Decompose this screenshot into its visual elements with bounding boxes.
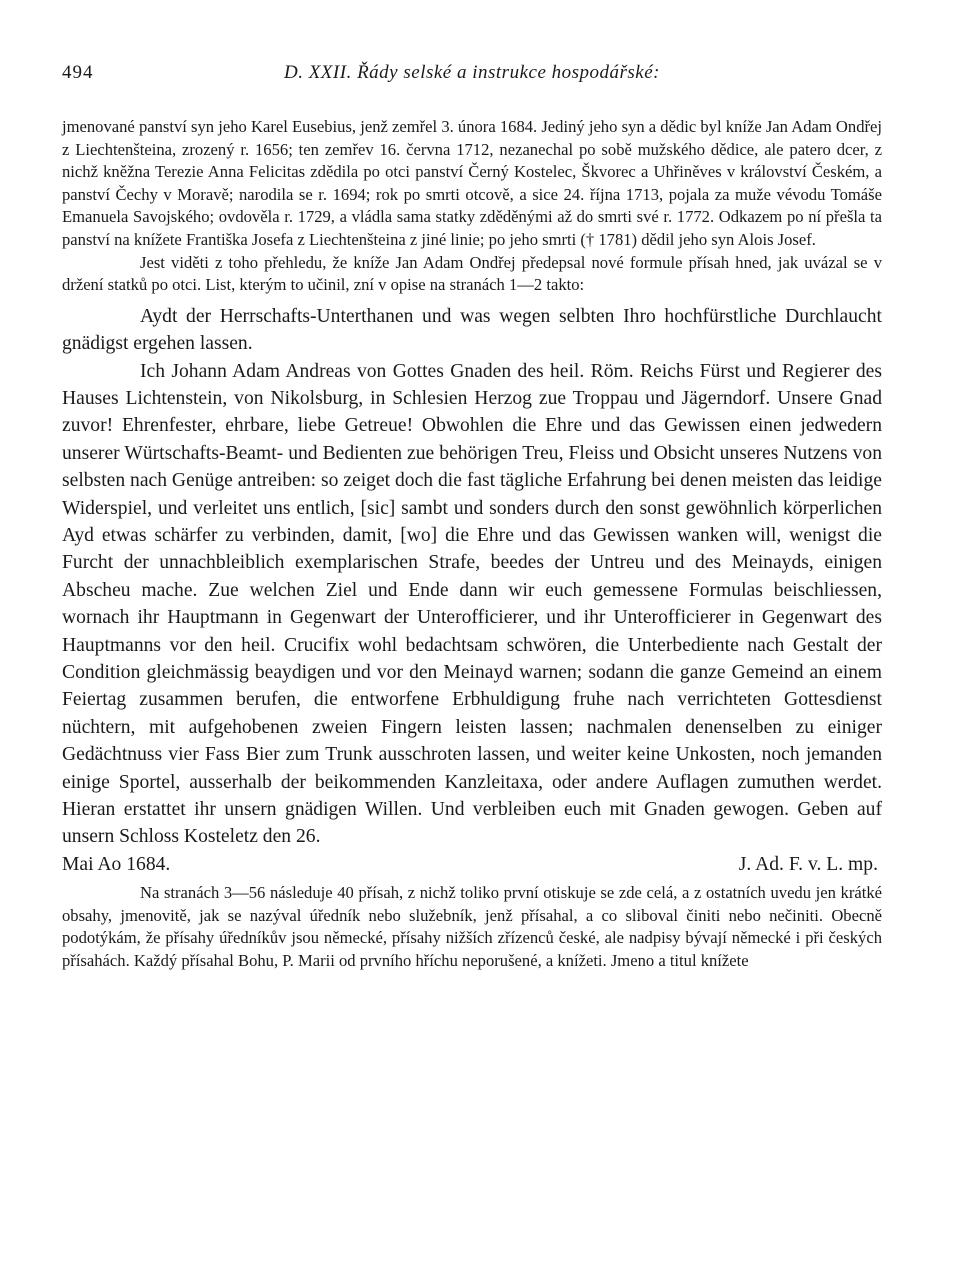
intro-paragraph: jmenované panství syn jeho Karel Eusebius, jenž zemřel 3. února 1684. Jediný jeho syn a dědic byl kníže Jan Adam Ondřej z Liechtenšteina, zrozený r. 1656; ten zemřev 16. června 1712, nezanechal po sobě mužského dědice, ale patero dcer, z nichž kněžna Terezie Anna Felicitas zdědila po otci panství Černý Kostelec, Škvorec a Uhřiněves v království Českém, a panství Čechy v Moravě; narodila se r. 1694; rok po smrti otcově, a sice 24. října 1713, pojala za muže vévodu Tomáše Emanuela Savojského; ovdověla r. 1729, a vládla sama statky zděděnými až do smrti své r. 1772. Odkazem po ní přešla ta panství na knížete Františka Josefa z Liechtenšteina z jiné linie; po jeho smrti († 1781) dědil jeho syn Alois Josef. (62, 117, 882, 249)
running-title: D. XXII. Řády selské a instrukce hospodářské: (283, 62, 660, 83)
page-number: 494 (62, 62, 94, 83)
letter-body-paragraph: Ich Johann Adam Andreas von Gottes Gnaden des heil. Röm. Reichs Fürst und Regierer des Hauses Lichtenstein, von Nikolsburg, in Schlesien Herzog zue Troppau und Jägerndorf. Unsere Gnad zuvor! Ehrenfester, ehrbare, liebe Getreue! Obwohlen die Ehre und das Gewissen einen jedwedern unserer Würtschafts-Beamt- und Bedienten zue behörigen Treu, Fleiss und Obsicht unseres Nutzens von selbsten nach Genüge antreiben: so zeiget doch die fast tägliche Erfahrung bei denen meisten das leidige Widerspiel, und verleitet uns entlich, [sic] sambt und sonders durch den sonst gewöhnlich körperlichen Ayd etwas schärfer zu verbinden, damit, [wo] die Ehre und das Gewissen wanken will, wenigst die Furcht der unnachbleiblich exemplarischen Strafe, beedes der Untreu und des Meinayds, einigen Abscheu mache. Zue welchen Ziel und Ende dann wir euch gemessene Formulas beischliessen, wornach ihr Hauptmann in Gegenwart der Unterofficierer, und ihr Unterofficierer in Gegenwart des Hauptmanns vor den heil. Crucifix wohl bedachtsam schwören, die Unterbediente nach Gestalt der Condition gleichmässig beaydigen und vor den Meinayd warnen; sodann die ganze Gemeind an einem Feiertag zusammen berufen, die entworfene Erbhuldigung fruhe nach verrichteten Gottesdienst nüchtern, mit aufgehobenen zweien Fingern leisten lassen; nachmalen denenselben zu einiger Gedächtnuss vier Fass Bier zum Trunk ausschroten lassen, und weiter keine Unkosten, noch jemanden einige Sportel, ausserhalb der beikommenden Kanzleitaxa, oder andere Auflagen zumuthen werdet. Hieran erstattet ihr unsern gnädigen Willen. Und verbleiben euch mit Gnaden gewogen. Geben auf unsern Schloss Kosteletz den 26. (62, 360, 882, 848)
letter-signature: J. Ad. F. v. L. mp. (738, 853, 878, 875)
intro-section (62, 116, 882, 297)
letter-heading-paragraph: Aydt der Herrschafts-Unterthanen und was wegen selbten Ihro hochfürstliche Durchlaucht gnädigst ergehen lassen. (62, 305, 882, 355)
outro-paragraph: Na stranách 3—56 následuje 40 přísah, z nichž toliko první otiskuje se zde celá, a z ostatních uvedu jen krátké obsahy, jmenovitě, jak se nazýval úředník nebo služebník, jenž přísahal, a co sliboval činiti nebo nečiniti. Obecně podotýkám, že přísahy úředníkův jsou německé, přísahy nižších zřízenců české, ale nadpisy bývají německé i při českých přísahách. Každý přísahal Bohu, P. Marii od prvního hříchu neporušené, a knížeti. Jmeno a titul knížete (62, 883, 882, 971)
quoted-german-letter (62, 303, 882, 879)
running-header (62, 62, 882, 92)
intro-paragraph: Jest viděti z toho přehledu, že kníže Jan Adam Ondřej předepsal nové formule přísah hned, jak uvázal se v držení statků po otci. List, kterým to učinil, zní v opise na stranách 1—2 takto: (62, 252, 882, 295)
letter-closing-line (62, 851, 882, 878)
document-page (62, 62, 882, 973)
letter-date: Mai Ao 1684. (62, 853, 171, 875)
outro-section (62, 882, 882, 972)
